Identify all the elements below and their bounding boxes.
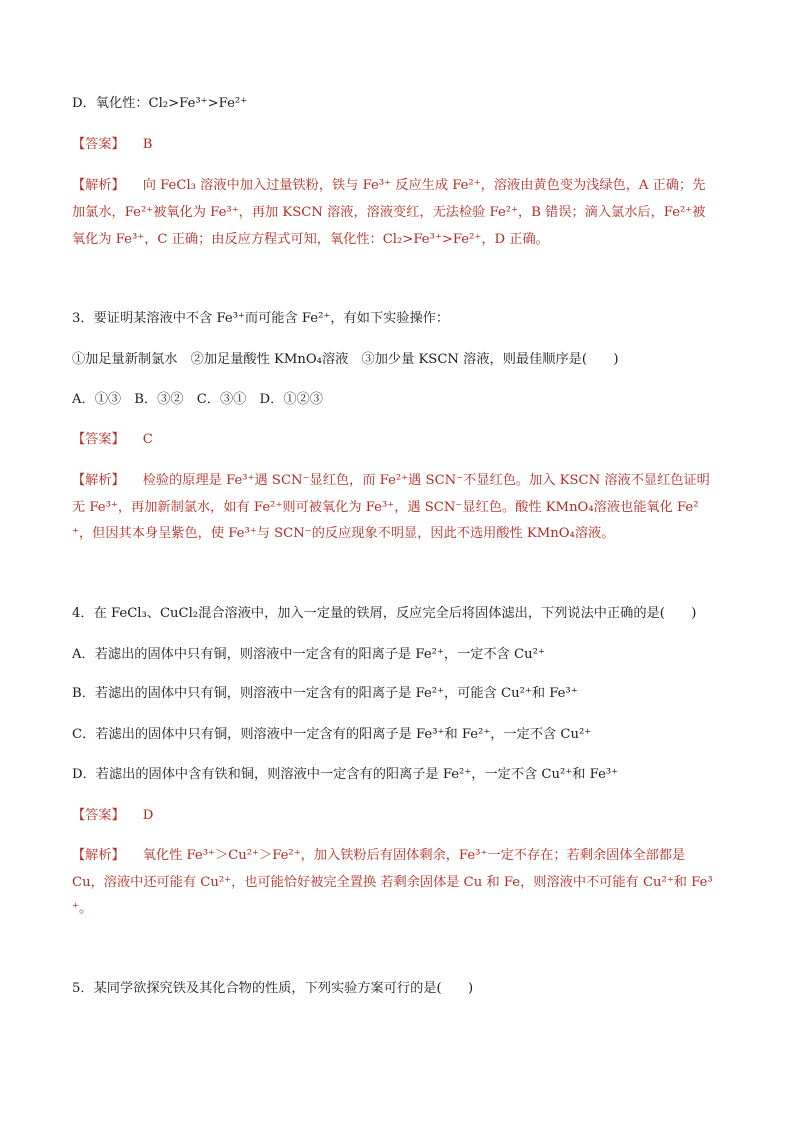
q3-analysis-line-1 <box>72 471 732 490</box>
analysis-text: 氧化性 Fe³⁺＞Cu²⁺＞Fe²⁺，加入铁粉后有固体剩余，Fe³⁺一定不存在；若剩余固体全部都是 <box>142 848 686 863</box>
q3-analysis-line-3: ⁺，但因其本身呈紫色，使 Fe³⁺与 SCN⁻的反应现象不明显，因此不选用酸性 KMnO₄溶液。 <box>72 526 615 541</box>
analysis-tag: 【解析】 <box>72 178 125 193</box>
answer-value: D <box>142 808 154 823</box>
q3-operations: ①加足量新制氯水 ②加足量酸性 KMnO₄溶液 ③加少量 KSCN 溶液，则最佳顺序是( ) <box>72 352 619 367</box>
q4-analysis-line-2: Cu，溶液中还可能有 Cu²⁺，也可能恰好被完全置换 若剩余固体是 Cu 和 Fe，则溶液中不可能有 Cu²⁺和 Fe³ <box>72 875 713 890</box>
q4-answer-line <box>72 806 732 825</box>
answer-value: B <box>142 137 153 152</box>
analysis-text: 向 FeCl₃ 溶液中加入过量铁粉，铁与 Fe³⁺ 反应生成 Fe²⁺，溶液由黄色变为浅绿色，A 正确；先 <box>142 178 706 193</box>
answer-tag: 【答案】 <box>72 808 125 823</box>
q4-stem: 4．在 FeCl₃、CuCl₂混合溶液中，加入一定量的铁屑，反应完全后将固体滤出，下列说法中正确的是( ) <box>72 606 697 621</box>
q4-option-d: D．若滤出的固体中含有铁和铜，则溶液中一定含有的阳离子是 Fe²⁺，一定不含 Cu²⁺和 Fe³⁺ <box>72 767 619 782</box>
q4-option-a: A．若滤出的固体中只有铜，则溶液中一定含有的阳离子是 Fe²⁺，一定不含 Cu²⁺ <box>72 647 545 662</box>
q4-option-b: B．若滤出的固体中只有铜，则溶液中一定含有的阳离子是 Fe²⁺，可能含 Cu²⁺和 Fe³⁺ <box>72 686 578 701</box>
q2-analysis-line-3: 氧化为 Fe³⁺，C 正确；由反应方程式可知，氧化性：Cl₂>Fe³⁺>Fe²⁺，D 正确。 <box>72 232 549 247</box>
q3-options: A．①③ B．③② C．③① D．①②③ <box>72 392 323 407</box>
answer-value: C <box>142 432 153 447</box>
q3-stem: 3．要证明某溶液中不含 Fe³⁺而可能含 Fe²⁺，有如下实验操作： <box>72 311 450 326</box>
q3-analysis-line-2: 无 Fe³⁺，再加新制氯水，如有 Fe²⁺则可被氧化为 Fe³⁺，遇 SCN⁻显红色。酸性 KMnO₄溶液也能氧化 Fe² <box>72 500 699 515</box>
q2-analysis-line-1 <box>72 176 732 195</box>
analysis-tag: 【解析】 <box>72 848 125 863</box>
q5-stem: 5．某同学欲探究铁及其化合物的性质，下列实验方案可行的是( ) <box>72 981 474 996</box>
analysis-text: 检验的原理是 Fe³⁺遇 SCN⁻显红色，而 Fe²⁺遇 SCN⁻不显红色。加入 KSCN 溶液不显红色证明 <box>142 473 710 488</box>
answer-tag: 【答案】 <box>72 137 125 152</box>
q4-analysis-line-1 <box>72 846 732 865</box>
q2-analysis-line-2: 加氯水，Fe²⁺被氧化为 Fe³⁺，再加 KSCN 溶液，溶液变红，无法检验 Fe²⁺，B 错误；滴入氯水后，Fe²⁺被 <box>72 205 706 220</box>
q3-answer-line <box>72 430 732 449</box>
q2-option-d: D．氧化性：Cl₂>Fe³⁺>Fe²⁺ <box>72 96 248 111</box>
q4-option-c: C．若滤出的固体中只有铜，则溶液中一定含有的阳离子是 Fe³⁺和 Fe²⁺，一定不含 Cu²⁺ <box>72 727 592 742</box>
answer-tag: 【答案】 <box>72 432 125 447</box>
q4-analysis-line-3: ⁺。 <box>72 901 93 916</box>
analysis-tag: 【解析】 <box>72 473 125 488</box>
q2-answer-line <box>72 135 732 154</box>
